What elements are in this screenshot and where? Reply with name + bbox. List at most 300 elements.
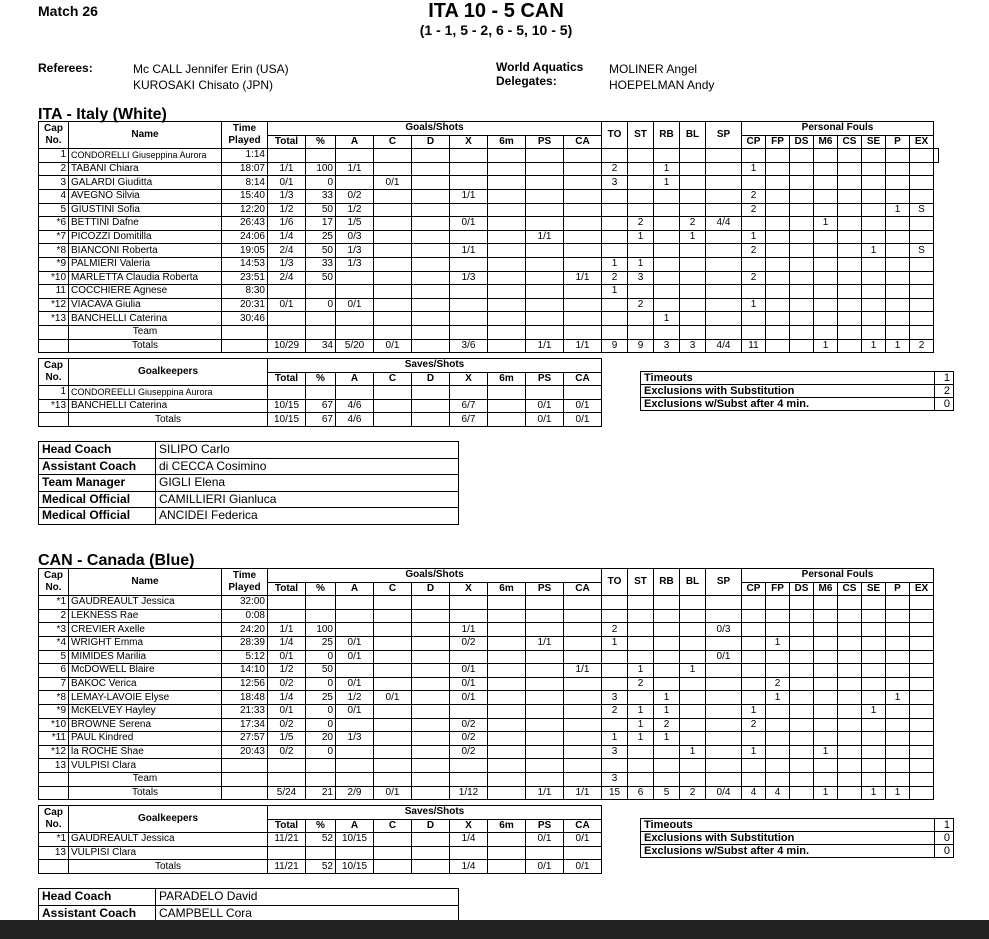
stat-cell: 2 <box>654 718 680 732</box>
foul-col-header: CP <box>742 135 766 149</box>
stat-cell <box>814 704 838 718</box>
cap-number: *1 <box>39 596 69 610</box>
stat-cell: 100 <box>306 162 336 176</box>
stat-cell: 0/2 <box>450 718 488 732</box>
stat-cell <box>742 677 766 691</box>
stat-cell <box>526 732 564 746</box>
stat-cell: 0/1 <box>268 650 306 664</box>
stat-cell <box>628 312 654 326</box>
stat-cell <box>488 312 526 326</box>
stat-cell: 1/3 <box>268 257 306 271</box>
stat-cell <box>706 257 742 271</box>
stat-cell: 1 <box>766 691 790 705</box>
stat-cell <box>766 704 790 718</box>
stat-cell <box>488 718 526 732</box>
totals-label: Totals <box>69 413 268 427</box>
stat-cell <box>886 623 910 637</box>
stat-cell <box>564 285 602 299</box>
team-summary-table <box>640 818 954 858</box>
stat-cell: 4 <box>766 786 790 800</box>
stat-cell <box>910 664 934 678</box>
stat-cell <box>886 257 910 271</box>
stat-cell: 1/4 <box>268 636 306 650</box>
stat-cell: 1 <box>602 732 628 746</box>
stat-cell <box>814 203 838 217</box>
stat-cell <box>564 298 602 312</box>
stat-cell: 27:57 <box>222 732 268 746</box>
shot-col-header: A <box>336 582 374 596</box>
stat-cell <box>862 325 886 339</box>
stat-cell: 24:20 <box>222 623 268 637</box>
stat-cell <box>374 413 412 427</box>
stat-cell <box>222 772 268 786</box>
header-row <box>39 122 939 136</box>
stat-cell <box>412 732 450 746</box>
stat-cell <box>488 162 526 176</box>
goals-shots-header: Goals/Shots <box>268 569 602 583</box>
stat-cell <box>564 650 602 664</box>
stat-cell <box>706 677 742 691</box>
goalkeeper-table <box>38 358 602 427</box>
stat-cell <box>680 271 706 285</box>
timeouts-row <box>641 819 954 832</box>
stat-cell <box>412 230 450 244</box>
player-name: McDOWELL Blaire <box>69 664 222 678</box>
stat-cell <box>766 149 790 163</box>
stat-cell: 50 <box>306 244 336 258</box>
stat-cell <box>564 636 602 650</box>
shot-col-header: Total <box>268 819 306 833</box>
player-row <box>39 759 934 773</box>
stat-cell <box>526 772 564 786</box>
stat-cell <box>838 677 862 691</box>
stat-cell <box>790 677 814 691</box>
stat-cell: 0/2 <box>336 189 374 203</box>
stat-cell <box>412 271 450 285</box>
stat-cell <box>564 325 602 339</box>
player-name: LEMAY-LAVOIE Elyse <box>69 691 222 705</box>
stat-cell <box>628 759 654 773</box>
stat-cell: 15:40 <box>222 189 268 203</box>
name-header: Name <box>69 569 222 596</box>
stat-cell <box>910 759 934 773</box>
blank-cell <box>39 339 69 353</box>
player-name: GAUDREAULT Jessica <box>69 596 222 610</box>
stat-cell <box>862 596 886 610</box>
stat-cell <box>766 203 790 217</box>
stat-cell: 0/1 <box>450 677 488 691</box>
player-name: VIACAVA Giulia <box>69 298 222 312</box>
stat-cell <box>654 217 680 231</box>
stat-cell <box>374 596 412 610</box>
stat-cell <box>910 162 934 176</box>
stat-cell <box>602 298 628 312</box>
stat-cell <box>680 203 706 217</box>
stat-cell <box>790 339 814 353</box>
stat-cell <box>628 189 654 203</box>
player-row <box>39 650 934 664</box>
stat-cell <box>412 203 450 217</box>
stat-cell <box>412 189 450 203</box>
shot-col-header: PS <box>526 135 564 149</box>
stat-cell <box>680 298 706 312</box>
stat-cell <box>838 691 862 705</box>
stat-cell <box>838 786 862 800</box>
stat-cell: 0/1 <box>374 691 412 705</box>
stat-cell <box>862 650 886 664</box>
staff-row <box>39 475 459 492</box>
stat-cell <box>790 732 814 746</box>
blank-cell <box>39 772 69 786</box>
stat-cell <box>838 285 862 299</box>
stat-cell <box>222 759 268 773</box>
stat-cell <box>450 846 488 860</box>
stat-cell <box>838 271 862 285</box>
stat-cell <box>680 189 706 203</box>
stat-cell: 8:30 <box>222 285 268 299</box>
foul-col-header: M6 <box>814 582 838 596</box>
stat-cell <box>680 772 706 786</box>
stat-cell <box>564 203 602 217</box>
stat-cell: 2 <box>742 244 766 258</box>
stat-cell: 6/7 <box>450 399 488 413</box>
no-label: No. <box>45 135 62 147</box>
player-name: BANCHELLI Caterina <box>69 312 222 326</box>
stat-cell <box>602 718 628 732</box>
stat-cell <box>862 759 886 773</box>
foul-col-header: SE <box>862 582 886 596</box>
stat-cell <box>838 718 862 732</box>
team-title: ITA - Italy (White) <box>38 106 167 123</box>
stat-cell <box>306 759 336 773</box>
stat-cell <box>790 189 814 203</box>
stat-cell <box>412 162 450 176</box>
stat-cell <box>488 745 526 759</box>
exclusions-sub-4min-row <box>641 845 954 858</box>
stat-cell <box>766 718 790 732</box>
stat-cell <box>564 691 602 705</box>
stat-cell <box>742 650 766 664</box>
stat-cell <box>306 149 336 163</box>
delegate-name: MOLINER Angel <box>609 62 698 76</box>
stat-cell <box>814 244 838 258</box>
stat-cell: 1 <box>628 704 654 718</box>
stat-cell: 23:51 <box>222 271 268 285</box>
stat-cell: 0/1 <box>268 298 306 312</box>
cap-number: 2 <box>39 162 69 176</box>
stat-cell: 14:53 <box>222 257 268 271</box>
stat-cell <box>814 636 838 650</box>
stat-cell <box>222 786 268 800</box>
stat-cell: 21 <box>306 786 336 800</box>
stat-cell <box>886 271 910 285</box>
stat-cell <box>680 623 706 637</box>
stat-cell <box>654 149 680 163</box>
stat-cell <box>790 230 814 244</box>
stat-cell <box>526 718 564 732</box>
staff-row <box>39 458 459 475</box>
stat-header-to: TO <box>602 569 628 596</box>
stat-cell <box>790 149 814 163</box>
stat-cell <box>790 203 814 217</box>
stat-cell <box>766 772 790 786</box>
stat-cell <box>910 636 934 650</box>
stat-cell: 10/15 <box>268 399 306 413</box>
goalkeepers-header: Goalkeepers <box>69 806 268 833</box>
timeouts-label: Timeouts <box>641 819 935 832</box>
stat-cell <box>814 230 838 244</box>
player-name: CREVIER Axelle <box>69 623 222 637</box>
player-row <box>39 285 939 299</box>
stat-cell <box>706 732 742 746</box>
stat-cell <box>526 176 564 190</box>
stat-cell <box>488 636 526 650</box>
goalkeeper-name: CONDOREELLI Giuseppina Aurora <box>69 386 268 400</box>
exclusions-sub-label: Exclusions with Substitution <box>641 832 935 845</box>
stat-cell: 1 <box>742 704 766 718</box>
player-row <box>39 298 939 312</box>
stat-cell <box>838 759 862 773</box>
stat-cell <box>654 623 680 637</box>
stat-cell <box>526 846 564 860</box>
stat-cell <box>450 386 488 400</box>
stat-cell: 1/3 <box>336 732 374 746</box>
stat-cell <box>628 623 654 637</box>
stat-cell <box>862 203 886 217</box>
stat-cell: 1 <box>654 176 680 190</box>
stat-cell <box>790 312 814 326</box>
stat-cell <box>564 149 602 163</box>
shot-col-header: A <box>336 135 374 149</box>
played-label: Played <box>228 135 261 147</box>
stat-cell <box>488 691 526 705</box>
stat-cell <box>790 772 814 786</box>
stat-cell <box>862 285 886 299</box>
stat-cell <box>412 312 450 326</box>
stat-cell <box>374 846 412 860</box>
stat-cell <box>706 636 742 650</box>
stat-cell <box>306 772 336 786</box>
stat-cell <box>838 203 862 217</box>
stat-cell: 9 <box>628 339 654 353</box>
stat-cell <box>838 217 862 231</box>
stat-cell <box>680 285 706 299</box>
stat-cell <box>862 745 886 759</box>
stat-cell <box>680 244 706 258</box>
stat-cell: 0 <box>306 718 336 732</box>
stat-cell <box>838 609 862 623</box>
totals-row <box>39 339 939 353</box>
stat-cell: 1 <box>742 745 766 759</box>
stat-cell <box>654 271 680 285</box>
stat-cell: 5:12 <box>222 650 268 664</box>
shot-col-header: % <box>306 582 336 596</box>
stat-cell: 1 <box>742 230 766 244</box>
stat-cell <box>814 596 838 610</box>
foul-col-header: CS <box>838 582 862 596</box>
stat-cell <box>336 285 374 299</box>
stat-cell <box>268 596 306 610</box>
stat-cell <box>488 786 526 800</box>
stat-cell <box>790 609 814 623</box>
stat-cell <box>790 650 814 664</box>
exclusions-sub-label: Exclusions with Substitution <box>641 385 935 398</box>
stat-cell: 0/1 <box>336 704 374 718</box>
stat-cell <box>814 664 838 678</box>
stat-cell: 2 <box>602 704 628 718</box>
stat-header-st: ST <box>628 122 654 149</box>
stat-cell: 2 <box>910 339 934 353</box>
shot-col-header: C <box>374 135 412 149</box>
stat-cell <box>564 772 602 786</box>
exclusions-sub-value: 0 <box>935 832 954 845</box>
stat-cell <box>766 609 790 623</box>
player-name: MIMIDES Marilia <box>69 650 222 664</box>
stat-cell <box>886 772 910 786</box>
foul-col-header: P <box>886 582 910 596</box>
stat-cell: 2 <box>742 271 766 285</box>
stat-cell <box>790 271 814 285</box>
stat-cell <box>814 759 838 773</box>
foul-col-header: FP <box>766 582 790 596</box>
cap-number: *11 <box>39 732 69 746</box>
cap-number: *3 <box>39 623 69 637</box>
stat-cell <box>488 285 526 299</box>
stat-cell <box>628 203 654 217</box>
stat-cell <box>886 285 910 299</box>
shot-col-header: % <box>306 372 336 386</box>
stat-cell <box>790 596 814 610</box>
stat-cell: 0/1 <box>268 176 306 190</box>
stat-cell <box>526 203 564 217</box>
stat-cell: S <box>910 244 934 258</box>
stat-cell: 6/7 <box>450 413 488 427</box>
stat-cell <box>680 149 706 163</box>
stat-cell <box>910 217 934 231</box>
stat-cell: 4/6 <box>336 399 374 413</box>
stat-cell <box>628 745 654 759</box>
stat-cell: 5 <box>654 786 680 800</box>
cap-number: *4 <box>39 636 69 650</box>
cap-number: *10 <box>39 271 69 285</box>
stat-cell <box>742 636 766 650</box>
stat-cell <box>706 325 742 339</box>
stat-cell: 0/1 <box>336 677 374 691</box>
stat-cell <box>564 244 602 258</box>
stat-cell <box>862 312 886 326</box>
player-row <box>39 230 939 244</box>
stat-cell <box>374 745 412 759</box>
stat-cell <box>628 596 654 610</box>
stat-cell <box>814 691 838 705</box>
shot-col-header: D <box>412 819 450 833</box>
stat-cell <box>488 230 526 244</box>
stat-cell <box>838 339 862 353</box>
stat-cell <box>862 271 886 285</box>
stat-cell <box>564 596 602 610</box>
stat-cell <box>814 677 838 691</box>
stat-cell: 1/2 <box>336 203 374 217</box>
stat-cell: 1 <box>742 162 766 176</box>
shot-col-header: C <box>374 819 412 833</box>
stat-cell: 1/12 <box>450 786 488 800</box>
stat-cell: 0/1 <box>526 413 564 427</box>
stat-cell <box>654 189 680 203</box>
stat-cell <box>654 677 680 691</box>
stat-cell <box>412 257 450 271</box>
stat-cell <box>862 772 886 786</box>
stat-cell <box>790 718 814 732</box>
stat-cell <box>814 623 838 637</box>
stat-cell <box>766 285 790 299</box>
shot-col-header: X <box>450 372 488 386</box>
player-name: PALMIERI Valeria <box>69 257 222 271</box>
stat-cell <box>706 203 742 217</box>
stat-cell: 1/4 <box>450 860 488 874</box>
stat-cell <box>628 636 654 650</box>
stat-cell <box>374 189 412 203</box>
stat-cell <box>886 636 910 650</box>
stat-cell: 0/1 <box>526 833 564 847</box>
stat-cell <box>374 650 412 664</box>
stat-cell: 25 <box>306 230 336 244</box>
staff-row <box>39 442 459 459</box>
played-label: Played <box>228 582 261 594</box>
staff-name: CAMPBELL Cora <box>156 905 459 922</box>
cap-number: *1 <box>39 833 69 847</box>
timeouts-value: 1 <box>935 819 954 832</box>
stat-cell: 3 <box>654 339 680 353</box>
stat-cell <box>450 285 488 299</box>
stat-cell <box>742 609 766 623</box>
stat-cell <box>602 149 628 163</box>
stat-cell: 10/15 <box>268 413 306 427</box>
stat-cell <box>838 650 862 664</box>
time-header <box>222 569 268 596</box>
stat-cell <box>602 650 628 664</box>
stat-cell: 3 <box>602 772 628 786</box>
stat-cell <box>268 325 306 339</box>
stat-cell <box>628 772 654 786</box>
stat-cell <box>488 596 526 610</box>
stat-cell <box>412 176 450 190</box>
stat-cell <box>526 162 564 176</box>
stat-cell <box>790 244 814 258</box>
stat-cell: 0/1 <box>374 339 412 353</box>
stat-cell <box>862 189 886 203</box>
player-name: McKELVEY Hayley <box>69 704 222 718</box>
stat-cell <box>838 189 862 203</box>
player-row <box>39 312 939 326</box>
stat-cell: 1 <box>628 257 654 271</box>
stat-cell: 1 <box>862 704 886 718</box>
stat-cell <box>742 176 766 190</box>
stat-cell: 2 <box>742 203 766 217</box>
stat-cell <box>450 162 488 176</box>
stat-cell <box>602 677 628 691</box>
stat-cell <box>862 664 886 678</box>
stat-cell: 1/1 <box>336 162 374 176</box>
stat-cell: 1/3 <box>336 257 374 271</box>
stat-cell: 0/1 <box>450 217 488 231</box>
stat-cell <box>680 609 706 623</box>
stat-header-rb: RB <box>654 569 680 596</box>
stat-cell <box>268 312 306 326</box>
stat-cell <box>488 149 526 163</box>
stat-cell: 67 <box>306 399 336 413</box>
stat-cell <box>838 704 862 718</box>
stat-cell <box>628 609 654 623</box>
